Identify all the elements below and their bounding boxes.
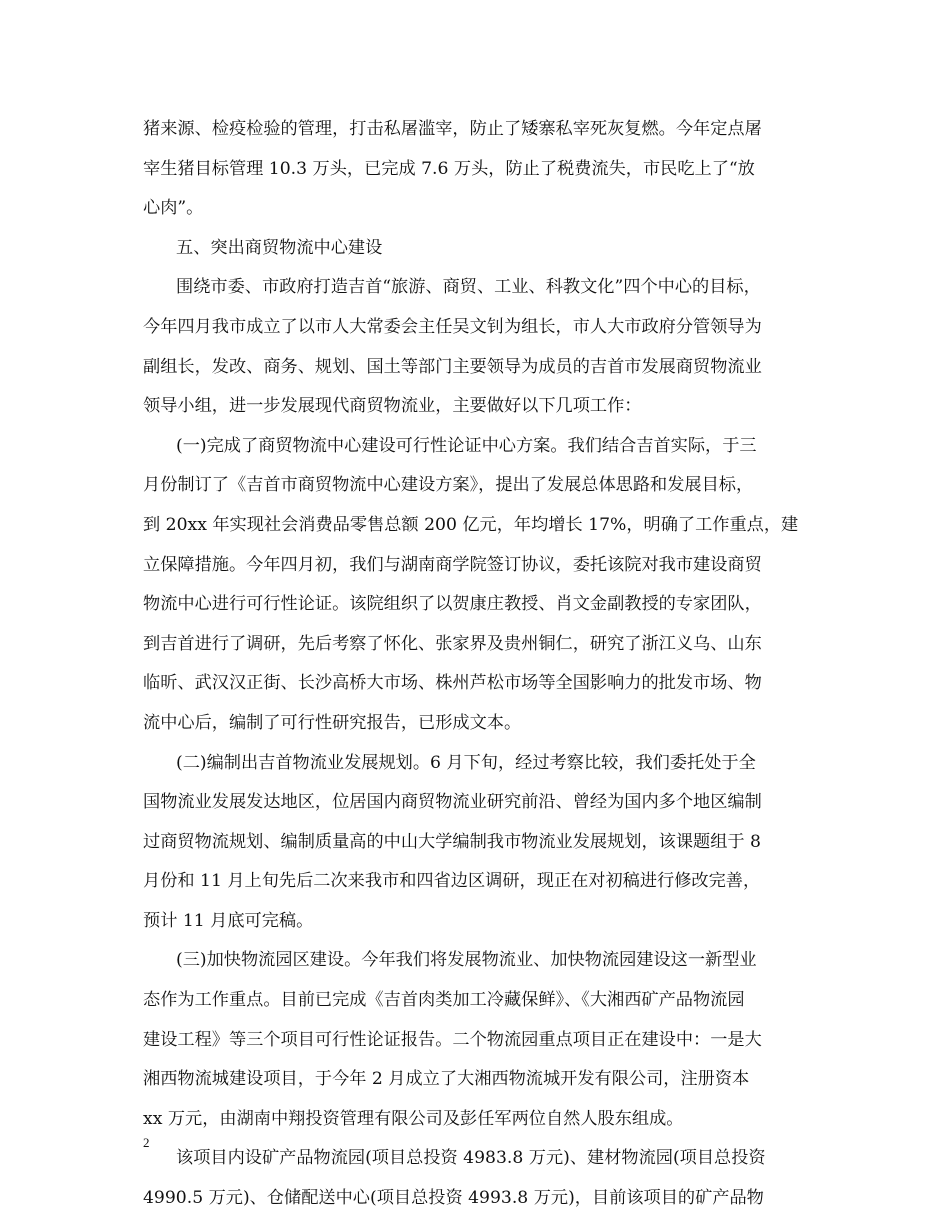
page-number: 2 [143,1135,150,1150]
text-line: 心肉”。 [143,198,204,219]
text-line: 临昕、武汉汉正街、长沙高桥大市场、株州芦松市场等全国影响力的批发市场、物 [143,673,762,694]
text-line: xx 万元，由湖南中翔投资管理有限公司及彭任军两位自然人股东组成。 [143,1108,684,1129]
text-line: 预计 11 月底可完稿。 [143,910,314,931]
text-line: 围绕市委、市政府打造吉首“旅游、商贸、工业、科教文化”四个中心的目标， [176,277,761,298]
text-line: 流中心后，编制了可行性研究报告，已形成文本。 [143,712,522,733]
text-line: 猪来源、检疫检验的管理，打击私屠滥宰，防止了矮寨私宰死灰复燃。今年定点屠 [143,119,762,139]
text-line: 该项目内设矿产品物流园(项目总投资 4983.8 万元)、建材物流园(项目总投资 [176,1148,766,1169]
text-line: 建设工程》等三个项目可行性论证报告。二个物流园重点项目正在建设中：一是大 [143,1029,762,1050]
document-body [143,110,823,1219]
text-line: (三)加快物流园区建设。今年我们将发展物流业、加快物流园建设这一新型业 [176,950,757,971]
text-line: 物流中心进行可行性论证。该院组织了以贺康庄教授、肖文金副教授的专家团队， [143,594,762,615]
text-line: 立保障措施。今年四月初，我们与湖南商学院签订协议，委托该院对我市建设商贸 [143,554,762,575]
text-line: 4990.5 万元)、仓储配送中心(项目总投资 4993.8 万元)，目前该项目的矿产品物 [143,1188,764,1209]
text-line: 到吉首进行了调研，先后考察了怀化、张家界及贵州铜仁，研究了浙江义乌、山东 [143,633,762,654]
text-line: 月份和 11 月上旬先后二次来我市和四省边区调研，现正在对初稿进行修改完善， [143,871,761,892]
text-line: (二)编制出吉首物流业发展规划。6 月下旬，经过考察比较，我们委托处于全 [176,752,756,773]
text-line: 湘西物流城建设项目，于今年 2 月成立了大湘西物流城开发有限公司，注册资本 [143,1069,750,1090]
text-line: 领导小组，进一步发展现代商贸物流业，主要做好以下几项工作： [143,396,642,417]
text-line: 五、突出商贸物流中心建设 [176,237,383,258]
text-line: 宰生猪目标管理 10.3 万头，已完成 7.6 万头，防止了税费流失，市民吃上了“放 [143,158,755,179]
text-line: 态作为工作重点。目前已完成《吉首肉类加工冷藏保鲜》、《大湘西矿产品物流园 [143,990,745,1011]
text-line: 月份制订了《吉首市商贸物流中心建设方案》，提出了发展总体思路和发展目标， [143,475,754,496]
text-line: 过商贸物流规划、编制质量高的中山大学编制我市物流业发展规划，该课题组于 8 [143,831,761,852]
text-line: (一)完成了商贸物流中心建设可行性论证中心方案。我们结合吉首实际，于三 [176,435,757,456]
text-line: 副组长，发改、商务、规划、国土等部门主要领导为成员的吉首市发展商贸物流业 [143,356,762,377]
text-line: 今年四月我市成立了以市人大常委会主任吴文钊为组长，市人大市政府分管领导为 [143,316,762,337]
text-line: 国物流业发展发达地区，位居国内商贸物流业研究前沿、曾经为国内多个地区编制 [143,792,762,813]
text-line: 到 20xx 年实现社会消费品零售总额 200 亿元，年均增长 17%，明确了工作重点，建 [143,514,799,535]
